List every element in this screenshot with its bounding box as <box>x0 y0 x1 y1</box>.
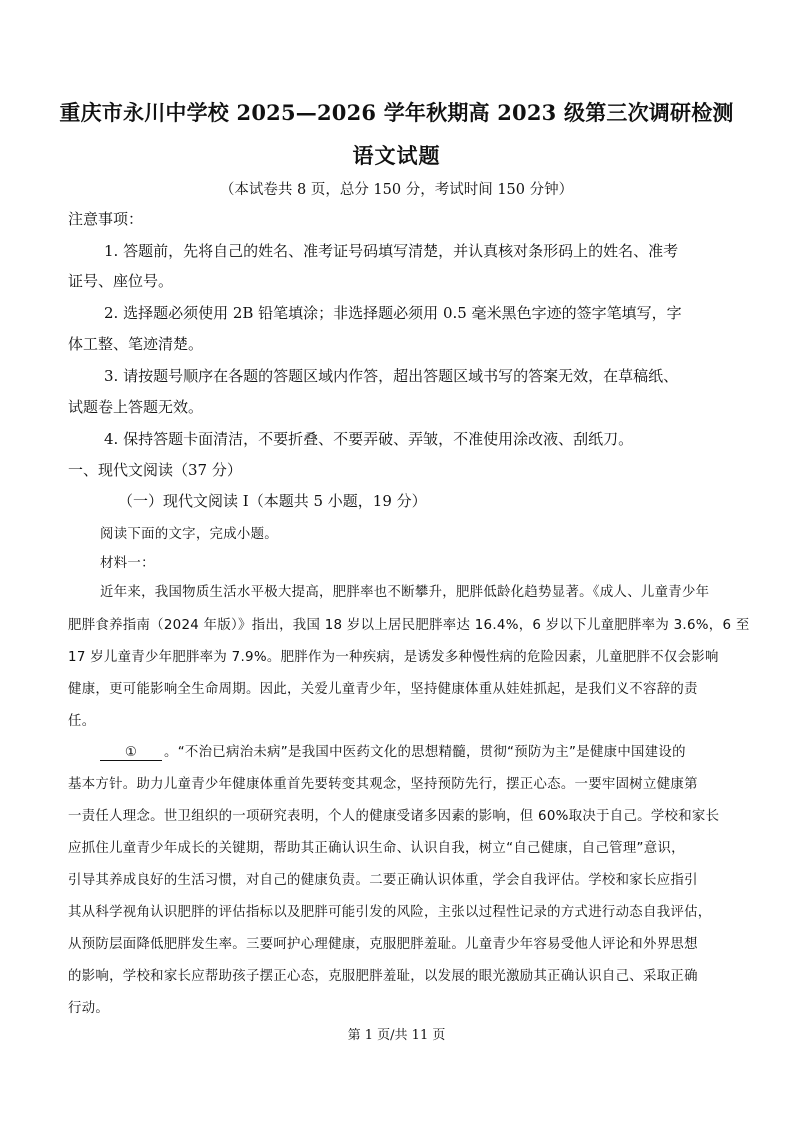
notice-line: 1. 答题前，先将自己的姓名、准考证号码填写清楚，并认真核对条形码上的姓名、准考 <box>104 242 679 260</box>
notice-line: 4. 保持答题卡面清洁，不要折叠、不要弄破、弄皱，不准使用涂改液、刮纸刀。 <box>104 430 634 448</box>
passage-line: 其从科学视角认识肥胖的评估指标以及肥胖可能引发的风险，主张以过程性记录的方式进行动态自我评估， <box>68 905 712 920</box>
notice-line: 3. 请按题号顺序在各题的答题区域内作答，超出答题区域书写的答案无效，在草稿纸、 <box>104 367 679 385</box>
passage-text: 。“不治已病治未病”是我国中医药文化的思想精髓，贯彻“预防为主”是健康中国建设的 <box>164 745 686 760</box>
passage-line: 引导其养成良好的生活习惯，对自己的健康负责。二要正确认识体重，学会自我评估。学校和家长应指引 <box>68 873 698 888</box>
notice-line: 2. 选择题必须使用 2B 铅笔填涂；非选择题必须用 0.5 毫米黑色字迹的签字笔填写，字 <box>104 304 682 322</box>
passage-line: 肥胖食养指南（2024 年版）》指出，我国 18 岁以上居民肥胖率达 16.4%，6 岁以下儿童肥胖率为 3.6%，6 至 <box>68 618 750 633</box>
passage-line: 行动。 <box>68 1001 110 1016</box>
answer-blank: ① <box>100 745 162 761</box>
notice-line: 证号、座位号。 <box>68 272 174 290</box>
passage-line: 17 岁儿童青少年肥胖率为 7.9%。肥胖作为一种疾病，是诱发多种慢性病的危险因素，儿童肥胖不仅会影响 <box>68 650 719 665</box>
passage-line: 应抓住儿童青少年成长的关键期，帮助其正确认识生命、认识自我，树立“自己健康，自己管理”意识， <box>68 841 685 856</box>
page-title: 重庆市永川中学校 2025—2026 学年秋期高 2023 级第三次调研检测 <box>59 100 734 125</box>
notice-line: 试题卷上答题无效。 <box>68 398 204 416</box>
passage-line: 一责任人理念。世卫组织的一项研究表明，个人的健康受诸多因素的影响，但 60%取决于自己。学校和家长 <box>68 809 720 824</box>
instruction-text: 阅读下面的文字，完成小题。 <box>100 527 278 542</box>
passage-line: 从预防层面降低肥胖发生率。三要呵护心理健康，克服肥胖羞耻。儿童青少年容易受他人评论和外界思想 <box>68 937 698 952</box>
page-number: 第 1 页/共 11 页 <box>347 1028 446 1043</box>
passage-line: 近年来，我国物质生活水平极大提高，肥胖率也不断攀升，肥胖低龄化趋势显著。《成人、儿童青少年 <box>100 585 710 600</box>
passage-line: 健康，更可能影响全生命周期。因此，关爱儿童青少年，坚持健康体重从娃娃抓起，是我们义不容辞的责 <box>68 682 698 697</box>
notice-label: 注意事项： <box>68 210 144 228</box>
exam-info: （本试卷共 8 页，总分 150 分，考试时间 150 分钟） <box>219 182 574 198</box>
subsection-heading: （一）现代文阅读 I（本题共 5 小题，19 分） <box>118 492 427 510</box>
passage-line: 的影响，学校和家长应帮助孩子摆正心态，克服肥胖羞耻，以发展的眼光激励其正确认识自己、采取正确 <box>68 969 698 984</box>
section-heading: 一、现代文阅读（37 分） <box>68 461 242 479</box>
material-label: 材料一： <box>100 556 155 571</box>
passage-line: 基本方针。助力儿童青少年健康体重首先要转变其观念，坚持预防先行，摆正心态。一要牢固树立健康第 <box>68 777 698 792</box>
subject-title: 语文试题 <box>352 143 441 168</box>
notice-line: 体工整、笔迹清楚。 <box>68 335 204 353</box>
passage-line <box>100 741 686 761</box>
passage-line: 任。 <box>68 714 96 729</box>
